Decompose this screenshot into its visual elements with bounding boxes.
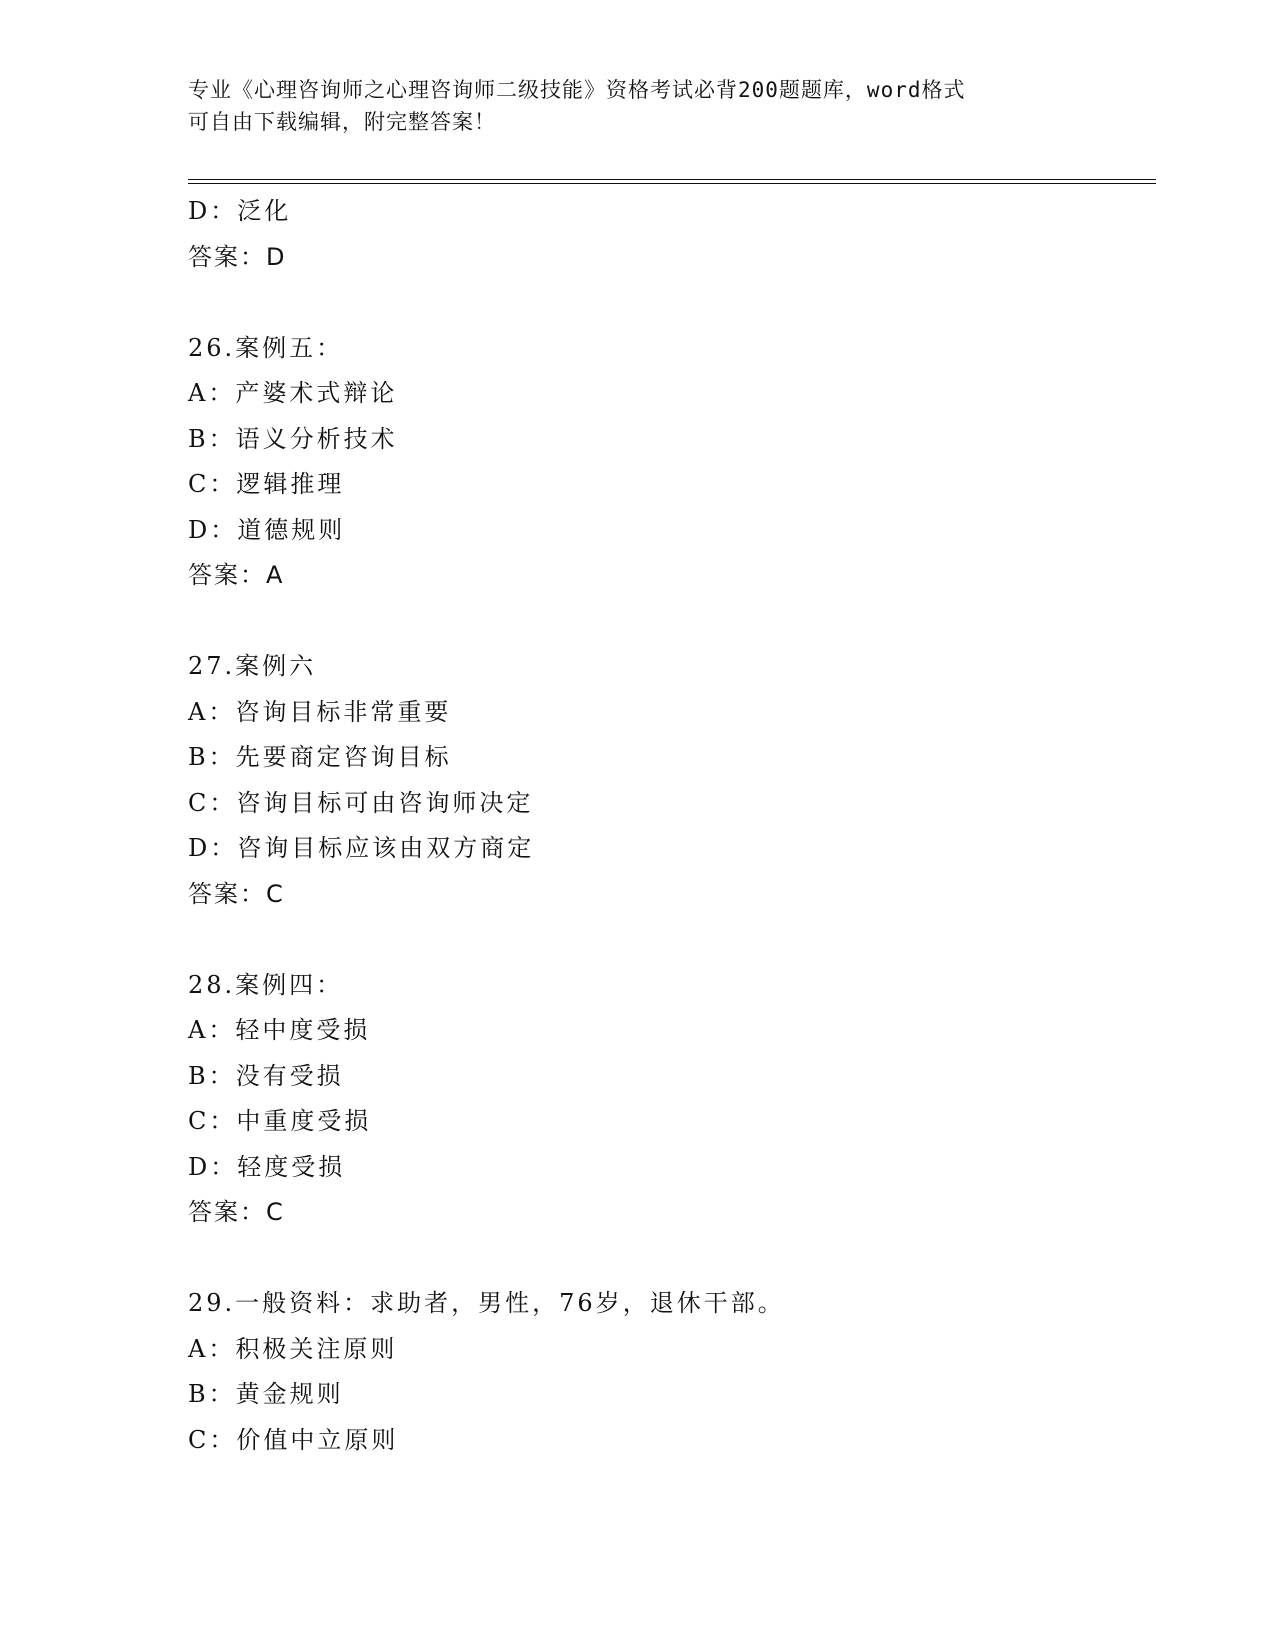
- spacer: [188, 1236, 1148, 1282]
- continued-answer: 答案：D: [188, 242, 287, 271]
- option-b: B：语义分析技术: [188, 424, 398, 453]
- header-line-2: 可自由下载编辑，附完整答案！: [188, 110, 496, 134]
- answer: 答案：A: [188, 561, 285, 589]
- option-b: B：先要商定咨询目标: [188, 743, 452, 771]
- question-stem: 27.案例六: [188, 652, 317, 680]
- answer: 答案：C: [188, 1198, 285, 1226]
- header-divider-bottom: [188, 183, 1156, 184]
- option-d: D：轻度受损: [188, 1152, 346, 1181]
- question-stem: 29.一般资料：求助者，男性，76岁，退休干部。: [188, 1289, 785, 1317]
- option-a: A：咨询目标非常重要: [188, 697, 452, 726]
- question-29: [188, 1281, 1148, 1463]
- continued-option-d: D：泛化: [188, 197, 292, 225]
- option-b: B：没有受损: [188, 1061, 344, 1090]
- spacer: [188, 917, 1148, 963]
- spacer: [188, 280, 1148, 326]
- question-list: [188, 189, 1148, 1463]
- option-c: C：逻辑推理: [188, 470, 345, 498]
- option-a: A：产婆术式辩论: [188, 379, 398, 407]
- header-divider-top: [188, 179, 1156, 180]
- question-stem: 26.案例五：: [188, 333, 344, 362]
- option-d: D：道德规则: [188, 515, 346, 544]
- option-c: C：价值中立原则: [188, 1425, 399, 1454]
- header-line-1: 专业《心理咨询师之心理咨询师二级技能》资格考试必背200题题库，word格式: [188, 78, 966, 102]
- option-a: A：积极关注原则: [188, 1334, 398, 1363]
- question-stem: 28.案例四：: [188, 970, 344, 999]
- option-c: C：咨询目标可由咨询师决定: [188, 788, 534, 817]
- question-28: [188, 963, 1148, 1236]
- option-d: D：咨询目标应该由双方商定: [188, 834, 535, 862]
- answer: 答案：C: [188, 879, 285, 908]
- question-26: [188, 326, 1148, 599]
- option-a: A：轻中度受损: [188, 1016, 371, 1044]
- option-c: C：中重度受损: [188, 1107, 372, 1135]
- option-b: B：黄金规则: [188, 1380, 344, 1408]
- spacer: [188, 599, 1148, 645]
- question-27: [188, 644, 1148, 917]
- document-header: [188, 74, 1088, 138]
